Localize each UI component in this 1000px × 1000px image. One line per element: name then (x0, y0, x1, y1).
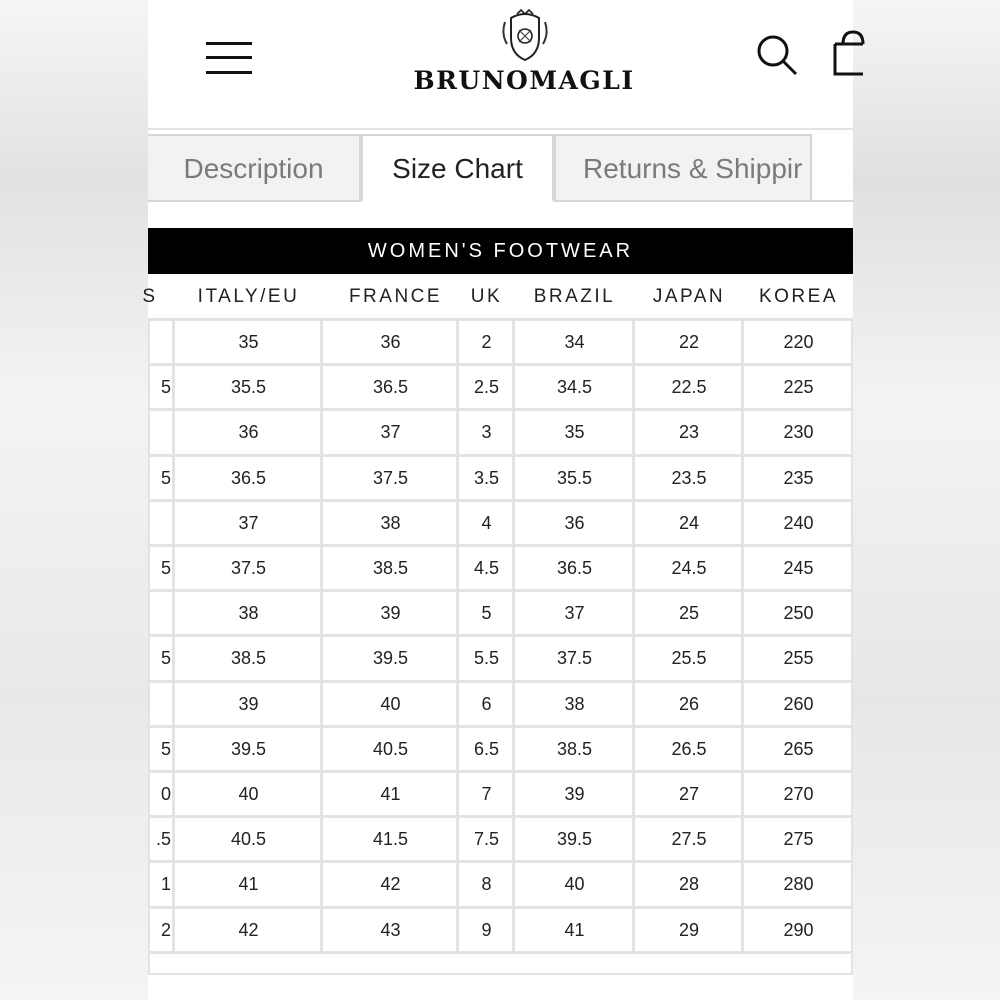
table-cell: 28 (678, 874, 700, 895)
table-cell: 42 (238, 919, 259, 940)
table-cell: 2.5 (473, 377, 500, 398)
table-cell: 255 (783, 648, 814, 669)
column-header-brazil: BRAZIL (533, 286, 616, 307)
table-cell: 220 (783, 332, 814, 352)
table-cell: 38.5 (372, 558, 409, 578)
table-cell: 3.5 (473, 467, 500, 488)
table-cell-us: 5 (160, 377, 171, 398)
table-cell: 39.5 (372, 648, 409, 669)
table-cell: 37.5 (372, 467, 409, 488)
hamburger-menu-icon[interactable] (206, 40, 252, 76)
table-cell: 4 (481, 512, 492, 533)
brand-logo[interactable]: BRUNOMAGLI (413, 66, 635, 95)
table-cell: 34 (564, 332, 585, 352)
table-cell: 230 (783, 422, 814, 443)
table-cell: 22.5 (671, 377, 707, 398)
mobile-page (142, 0, 853, 1000)
table-cell: 275 (783, 829, 814, 850)
table-cell: 38.5 (556, 738, 593, 759)
table-cell: 27 (678, 784, 700, 804)
background-left (0, 0, 148, 1000)
table-cell: 22 (678, 332, 700, 352)
table-cell: 37 (380, 422, 401, 443)
table-cell: 39 (380, 603, 401, 624)
column-header-italy-eu: ITALY/EU (197, 286, 300, 307)
table-cell: 35 (564, 422, 585, 443)
table-cell-us (145, 410, 171, 455)
table-cell: 5.5 (473, 648, 500, 669)
table-cell: 40 (380, 693, 401, 714)
table-cell: 7.5 (473, 829, 500, 850)
table-cell-us (145, 501, 171, 546)
table-cell-us (145, 591, 171, 636)
table-cell-us: 2 (160, 919, 171, 940)
table-cell: 37 (564, 603, 585, 624)
table-cell: 6 (481, 693, 492, 714)
table-cell: 26.5 (671, 738, 707, 759)
table-cell: 290 (783, 919, 814, 940)
table-cell: 37 (238, 512, 259, 533)
table-cell-us: 5 (160, 467, 171, 488)
table-cell-us: .5 (155, 829, 171, 850)
table-cell-us (145, 320, 171, 365)
table-cell: 240 (783, 512, 814, 533)
table-cell: 8 (481, 874, 492, 895)
table-cell: 36.5 (230, 467, 267, 488)
table-cell: 36 (238, 422, 259, 443)
table-cell-us: 5 (160, 738, 171, 759)
table-cell: 36 (564, 512, 585, 533)
table-cell: 41 (380, 784, 401, 804)
column-header-japan: JAPAN (652, 286, 726, 307)
table-cell: 4.5 (473, 558, 500, 578)
tab-returns-shipping[interactable]: Returns & Shippir (554, 134, 812, 202)
table-cell: 38 (380, 512, 401, 533)
table-cell: 36.5 (556, 558, 593, 578)
table-cell: 35.5 (230, 377, 267, 398)
table-cell: 40 (564, 874, 585, 895)
table-cell: 37.5 (556, 648, 593, 669)
table-cell: 23 (678, 422, 700, 443)
table-cell: 280 (783, 874, 814, 895)
table-cell: 35.5 (556, 467, 593, 488)
table-cell: 235 (783, 467, 814, 488)
table-cell: 39 (238, 693, 259, 714)
table-cell-us: 1 (160, 874, 171, 895)
table-cell: 39 (564, 784, 585, 804)
tab-baseline (554, 200, 853, 202)
table-cell: 250 (783, 603, 814, 624)
table-cell-us: 5 (160, 648, 171, 669)
table-cell: 245 (783, 558, 814, 578)
table-cell: 25.5 (671, 648, 707, 669)
table-cell: 41.5 (372, 829, 409, 850)
header-divider (148, 128, 853, 130)
table-cell-us (145, 682, 171, 727)
table-cell: 6.5 (473, 738, 500, 759)
table-cell: 24 (678, 512, 700, 533)
table-cell: 40 (238, 784, 259, 804)
table-cell: 41 (564, 919, 585, 940)
table-banner: WOMEN'S FOOTWEAR (148, 228, 853, 274)
table-cell: 260 (783, 693, 814, 714)
table-cell: 43 (380, 919, 401, 940)
table-cell: 23.5 (671, 467, 707, 488)
background-right (853, 0, 1000, 1000)
table-cell: 34.5 (556, 377, 593, 398)
table-cell: 39.5 (230, 738, 267, 759)
table-cell: 41 (238, 874, 259, 895)
column-header-us: S (142, 286, 158, 307)
table-cell: 39.5 (556, 829, 593, 850)
tab-size-chart[interactable]: Size Chart (361, 134, 554, 202)
table-cell: 35 (238, 332, 259, 352)
table-cell: 40.5 (230, 829, 267, 850)
table-cell: 5 (481, 603, 492, 624)
table-cell: 225 (783, 377, 814, 398)
table-cell: 7 (481, 784, 492, 804)
table-cell: 27.5 (671, 829, 707, 850)
table-cell: 26 (678, 693, 700, 714)
shopping-bag-icon[interactable] (833, 30, 863, 78)
table-cell: 2 (481, 332, 492, 352)
table-cell: 270 (783, 784, 814, 804)
search-icon[interactable] (756, 34, 798, 76)
table-cell-us: 0 (160, 784, 171, 804)
table-cell: 36.5 (372, 377, 409, 398)
table-cell: 3 (481, 422, 492, 443)
table-cell: 9 (481, 919, 492, 940)
tab-baseline (148, 200, 361, 202)
table-cell: 38.5 (230, 648, 267, 669)
table-cell: 265 (783, 738, 814, 759)
column-header-uk: UK (470, 286, 503, 307)
table-cell: 25 (678, 603, 700, 624)
table-cell: 42 (380, 874, 401, 895)
table-cell: 38 (564, 693, 585, 714)
table-cell: 29 (678, 919, 700, 940)
column-header-korea: KOREA (758, 286, 839, 307)
column-header-france: FRANCE (348, 286, 443, 307)
brand-crest-icon (497, 8, 553, 64)
tab-description[interactable]: Description (148, 134, 361, 202)
table-cell: 24.5 (671, 558, 707, 578)
table-cell: 36 (380, 332, 401, 352)
table-cell: 38 (238, 603, 259, 624)
table-cell: 40.5 (372, 738, 409, 759)
table-cell: 37.5 (230, 558, 267, 578)
table-cell-us: 5 (160, 558, 171, 578)
